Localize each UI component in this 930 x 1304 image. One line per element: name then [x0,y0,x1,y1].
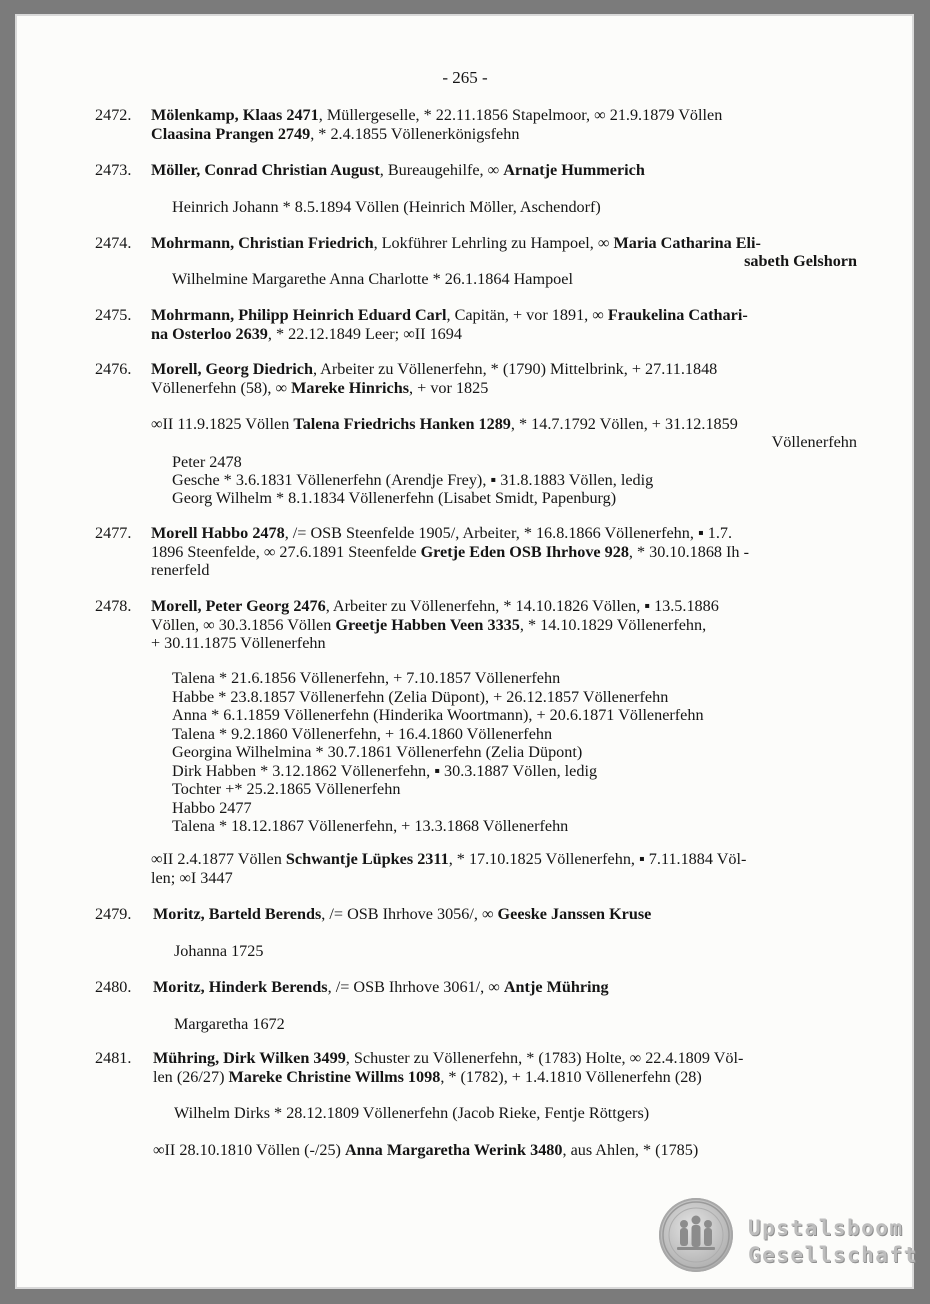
entry-line [151,161,645,180]
person-name: Mölenkamp, Klaas 2471 [151,106,319,124]
entry-line [151,234,761,253]
second-marriage-line: len; ∞I 3447 [151,868,233,887]
spouse-name: Talena Friedrichs Hanken 1289 [293,415,511,433]
entry-line [151,106,722,125]
entry-line [151,360,717,379]
entry-details: , Arbeiter zu Völlenerfehn, * 14.10.1826 Völlen, ▪ 13.5.1886 [325,597,719,615]
entry-details: , /= OSB Ihrhove 3056/, ∞ [321,905,498,923]
person-name: Mohrmann, Philipp Heinrich Eduard Carl [151,306,447,324]
entry-number: 2472. [95,106,132,124]
entry-number: 2481. [95,1049,132,1067]
entry-details: , * 2.4.1855 Völlenerkönigsfehn [310,124,520,143]
entry-line [151,306,748,325]
marriage-details: , * 14.7.1792 Völlen, + 31.12.1859 [510,415,738,433]
entry-details: , Schuster zu Völlenerfehn, * (1783) Holte, ∞ 22.4.1809 Völ- [345,1049,744,1067]
person-name: Mohrmann, Christian Friedrich [151,234,374,252]
child-line: Tochter +* 25.2.1865 Völlenerfehn [172,780,401,798]
entry-details: , Capitän, + vor 1891, ∞ [446,306,608,324]
spouse-name-tail: sabeth Gelshorn [744,252,857,270]
seal-figures-icon [659,1198,733,1272]
entry-line [151,325,462,344]
marriage-details: ∞II 11.9.1825 Völlen [151,415,294,433]
entry-line [151,379,488,398]
spouse-name: Antje Mühring [503,978,609,996]
child-line: Habbe * 23.8.1857 Völlenerfehn (Zelia Düpont), + 26.12.1857 Völlenerfehn [172,687,669,706]
spouse-name: Mareke Hinrichs [291,378,410,397]
marriage-details: ∞II 28.10.1810 Völlen (-/25) [153,1141,345,1159]
entry-number: 2477. [95,524,132,542]
marriage-details: , aus Ahlen, * (1785) [562,1141,699,1159]
spouse-name: Arnatje Hummerich [503,161,645,179]
person-name: Moritz, Barteld Berends [153,905,322,923]
child-line: Johanna 1725 [174,942,264,960]
person-name: Morell Habbo 2478 [151,524,285,542]
child-line: Talena * 9.2.1860 Völlenerfehn, + 16.4.1860 Völlenerfehn [172,724,553,743]
spouse-name: Gretje Eden OSB Ihrhove 928 [420,542,629,561]
entry-line [151,597,719,616]
entry-number: 2475. [95,306,132,324]
entry-number: 2480. [95,978,132,996]
entry-details: , * 22.12.1849 Leer; ∞II 1694 [267,324,462,343]
spouse-name: na Osterloo 2639 [151,324,268,343]
entry-details: 1896 Steenfelde, ∞ 27.6.1891 Steenfelde [151,542,421,561]
child-line: Habbo 2477 [172,798,252,817]
person-name: Mühring, Dirk Wilken 3499 [153,1049,346,1067]
entry-line [153,905,651,924]
entry-details: , Bureaugehilfe, ∞ [379,161,504,179]
second-marriage-tail: Völlenerfehn [771,433,857,451]
entry-number: 2479. [95,905,132,923]
spouse-name: Mareke Christine Willms 1098 [228,1067,441,1086]
entry-number: 2478. [95,597,132,615]
child-line: Talena * 21.6.1856 Völlenerfehn, + 7.10.1857 Völlenerfehn [172,669,561,687]
person-name: Morell, Georg Diedrich [151,360,313,378]
entry-details: renerfeld [151,561,210,579]
spouse-name: Greetje Habben Veen 3335 [335,615,520,634]
child-line: Georg Wilhelm * 8.1.1834 Völlenerfehn (Lisabet Smidt, Papenburg) [172,489,617,507]
child-line: Dirk Habben * 3.12.1862 Völlenerfehn, ▪ 30.3.1887 Völlen, ledig [172,761,598,780]
entry-details: , Lokführer Lehrling zu Hampoel, ∞ [373,234,614,252]
person-name: Moritz, Hinderk Berends [153,978,328,996]
child-line: Georgina Wilhelmina * 30.7.1861 Völlenerfehn (Zelia Düpont) [172,743,583,761]
entry-details: , /= OSB Ihrhove 3061/, ∞ [327,978,504,996]
entry-details: + 30.11.1875 Völlenerfehn [151,634,326,652]
entry-details: , * (1782), + 1.4.1810 Völlenerfehn (28) [440,1067,702,1086]
entry-line [151,543,749,562]
entry-line [151,524,732,543]
entry-number: 2473. [95,161,132,179]
entry-line [153,1068,702,1087]
child-line: Talena * 18.12.1867 Völlenerfehn, + 13.3.1868 Völlenerfehn [172,817,569,835]
child-line: Margaretha 1672 [174,1015,285,1033]
spouse-name: Maria Catharina Eli- [613,234,761,252]
entry-line [151,634,326,653]
child-line: Wilhelmine Margarethe Anna Charlotte * 26.1.1864 Hampoel [172,270,573,288]
entry-details: , Müllergeselle, * 22.11.1856 Stapelmoor, ∞ 21.9.1879 Völlen [318,106,723,124]
entry-line [151,125,519,144]
society-seal-logo [659,1198,733,1272]
person-name: Möller, Conrad Christian August [151,161,380,179]
society-name-line2: Gesellschaft [748,1243,918,1267]
child-line: Gesche * 3.6.1831 Völlenerfehn (Arendje Frey), ▪ 31.8.1883 Völlen, ledig [172,471,654,489]
spouse-name: Anna Margaretha Werink 3480 [344,1141,563,1159]
marriage-details: ∞II 2.4.1877 Völlen [151,850,286,868]
second-marriage-line [153,1141,698,1160]
entry-details: , + vor 1825 [409,378,489,397]
entry-number: 2474. [95,234,132,252]
spouse-name: Schwantje Lüpkes 2311 [285,850,449,868]
child-line: Anna * 6.1.1859 Völlenerfehn (Hinderika Woortmann), + 20.6.1871 Völlenerfehn [172,706,704,724]
child-line: Heinrich Johann * 8.5.1894 Völlen (Heinrich Möller, Aschendorf) [172,198,601,216]
entry-line [151,561,209,580]
spouse-name-continued [744,252,857,271]
second-marriage-line [151,850,746,869]
entry-line [153,1049,743,1068]
entry-details: Völlenerfehn (58), ∞ [151,378,292,397]
entry-details: Völlen, ∞ 30.3.1856 Völlen [151,615,336,634]
child-line: Peter 2478 [172,453,242,471]
spouse-name: Fraukelina Cathari- [607,306,748,324]
child-line: Wilhelm Dirks * 28.12.1809 Völlenerfehn (Jacob Rieke, Fentje Röttgers) [174,1104,650,1122]
entry-details: , * 14.10.1829 Völlenerfehn, [519,615,707,634]
second-marriage-line [151,415,738,434]
entry-line [153,978,609,997]
entry-details: len (26/27) [153,1067,229,1086]
entry-number: 2476. [95,360,132,378]
marriage-details: , * 17.10.1825 Völlenerfehn, ▪ 7.11.1884 Völ- [448,850,747,868]
entry-details: , Arbeiter zu Völlenerfehn, * (1790) Mittelbrink, + 27.11.1848 [312,360,718,378]
spouse-name: Claasina Prangen 2749 [151,124,311,143]
entry-line [151,616,706,635]
entry-details: , /= OSB Steenfelde 1905/, Arbeiter, * 16.8.1866 Völlenerfehn, ▪ 1.7. [284,524,733,542]
spouse-name: Geeske Janssen Kruse [497,905,652,923]
page-number: - 265 - [442,68,488,87]
society-name-line1: Upstalsboom [748,1216,904,1240]
person-name: Morell, Peter Georg 2476 [151,597,326,615]
entry-details: , * 30.10.1868 Ih - [628,542,749,561]
